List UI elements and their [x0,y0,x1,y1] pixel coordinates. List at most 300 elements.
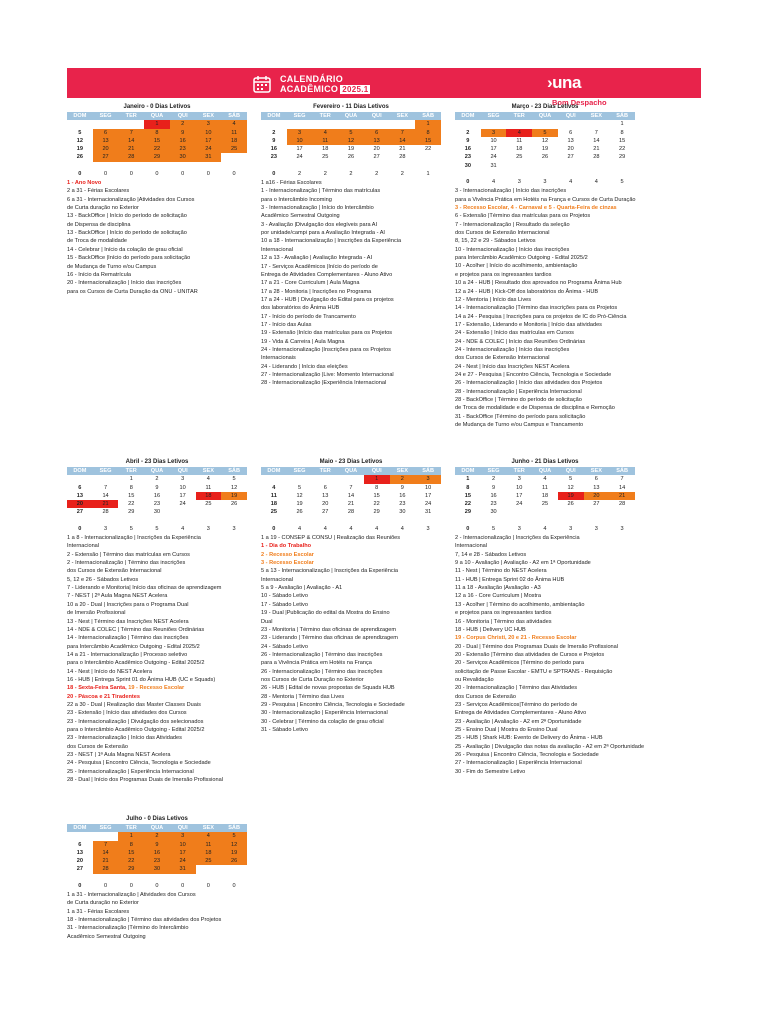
day-cell: 11 [196,841,222,849]
day-cell: 21 [118,145,144,153]
day-cell: 11 [270,492,277,499]
day-cell: 22 [128,501,135,508]
day-cell [506,120,532,128]
weekday-header: TER [118,467,144,475]
event-item: 24 - NDE & COLEC | Início das Reuniões Ordinárias [455,338,586,345]
weekday-total: 0 [78,882,82,889]
day-cell: 9 [491,484,496,491]
weekday-header: SÁB [221,467,247,475]
day-cell: 26 [221,857,247,865]
event-item: para o Intercâmbio Incoming [261,196,332,203]
event-item: 23 - NEST | 1ª Aula Magna NEST Acelera [67,752,171,759]
event-item: 3 - Avaliação |Divulgação dos elegíveis para AI [261,221,378,228]
event-item: 5 a 9 - Avaliação | Avaliação - A1 [261,585,343,592]
weekday-header: QUA [144,112,170,120]
day-cell: 12 [76,137,83,144]
day-cell: 23 [490,501,497,508]
month-block [67,815,247,941]
event-item: 6 - Extensão |Término das matrículas para os Projetos [455,213,591,220]
day-cell: 12 [296,492,303,499]
day-cell [67,475,93,483]
day-cell: 13 [76,492,83,499]
day-cell: 29 [464,509,471,516]
event-item: 10 - Sábado Letivo [261,593,308,600]
day-cell: 12 [541,137,549,144]
weekday-total: 3 [103,525,108,532]
event-item: 9 a 10 - Avaliação | Avaliação - A2 em 1ª Oportunidade [455,560,591,567]
day-cell: 17 [490,146,497,153]
event-item: 3 - Recesso Escolar [261,560,314,567]
event-item: 29 - Pesquisa | Encontro Ciência, Tecnologia e Sociedade [261,701,405,708]
day-cell: 30 [464,162,471,169]
weekday-header: QUI [170,824,196,832]
day-cell: 9 [155,484,159,491]
event-item: 5 a 13 - Internacionalização | Inscrições da Experiência [261,568,399,575]
day-cell: 19 [76,146,83,153]
event-item: 10 a 24 - HUB | Resultado dos aprovados no Programa Ânima Hub [455,280,622,287]
weekday-header: QUA [532,112,558,120]
event-item: 7 - Internacionalização | Resultado da seleção [455,221,570,228]
page-title: CALENDÁRIO ACADÊMICO 2025.1 [280,73,369,94]
event-item: 12 - Mentoria | Início das Lives [455,296,532,303]
weekday-total: 4 [323,525,327,532]
year-badge: 2025.1 [342,84,369,94]
event-item: de Curta duração no Exterior [67,205,139,212]
day-cell: 20 [93,145,119,153]
day-cell [312,120,338,128]
day-cell: 27 [322,509,329,516]
day-cell [170,508,196,516]
event-item: dos Cursos de Extensão [455,693,516,700]
event-item: 24 - Internacionalização | Início das inscrições [455,346,570,353]
day-cell: 6 [364,129,390,137]
day-cell: 14 [593,137,600,144]
day-cell: 5 [338,129,364,137]
day-cell: 2 [466,129,470,136]
day-cell: 23 [464,154,471,161]
event-item: 12 a 16 - Core Curriculum | Mostra [455,593,542,600]
event-item: dos Cursos de Extensão Internacional [455,355,550,362]
event-item: 7 - Liderando e Monitoria| Início das oficinas de aprendizagem [67,585,222,592]
event-item: 20 - Páscoa e 21 Tiradentes [67,693,140,700]
weekday-header: SEX [584,112,610,120]
event-item: 2 - Internacionalização | Término das inscrições [67,560,186,567]
day-cell: 10 [196,129,222,137]
event-item: Internacional [261,576,294,583]
day-cell: 14 [347,492,355,499]
weekday-header: QUI [364,112,390,120]
day-cell: 4 [206,476,210,483]
day-cell [532,120,558,128]
day-cell: 25 [322,154,329,161]
weekday-header: DOM [67,467,93,475]
weekday-header: QUI [558,467,584,475]
day-cell: 12 [338,137,364,145]
event-item: 20 - Serviços Acadêmicos |Término do período para [455,660,584,667]
day-cell: 1 [620,121,624,128]
day-cell: 15 [144,137,170,145]
day-cell: 30 [144,865,170,873]
weekday-header: QUI [558,112,584,120]
day-cell: 23 [399,501,406,508]
event-item: dos Cursos de Extensão Internacional [67,568,162,575]
event-item: 27 - Internacionalização | Experiência Internacional [455,760,582,767]
day-cell: 2 [491,476,496,483]
day-cell: 23 [170,145,196,153]
events-list [455,187,635,429]
day-cell: 25 [221,145,247,153]
weekday-total: 3 [517,179,521,186]
day-cell: 26 [296,509,303,516]
event-item: 5, 12 e 26 - Sábados Letivos [67,576,139,583]
event-item: 16 - Início da Rematrícula [67,271,132,278]
day-cell: 20 [76,858,83,865]
day-cell: 14 [118,137,144,145]
day-cell: 26 [347,154,355,161]
event-item: 17 a 21 - Core Curriculum | Aula Magna [261,280,360,287]
weekday-total: 0 [129,882,133,889]
day-cell [261,120,287,128]
day-cell: 14 [390,137,416,145]
day-cell [221,865,247,873]
weekday-total: 0 [232,170,236,177]
weekday-total: 4 [594,179,598,186]
event-item: 23 - Serviços Acadêmicos|Término do período de [455,701,578,708]
day-cell: 1 [466,476,470,483]
day-cell: 28 [593,154,600,161]
month-title: Maio - 23 Dias Letivos [319,459,383,465]
day-cell: 26 [230,501,238,508]
weekday-total: 3 [594,525,598,532]
event-item: 1 a 31 - Férias Escolares [67,908,130,915]
event-item: 13 - Acolher | Término do acolhimento, ambientação [455,601,585,608]
event-item: 23 - Avaliação | Avaliação - A2 em 2ª Oportunidade [455,718,582,725]
day-cell [609,162,635,170]
weekday-total: 0 [206,170,210,177]
day-cell: 24 [170,857,196,865]
weekday-header: SÁB [609,467,635,475]
weekday-header: QUA [338,467,364,475]
weekday-total: 0 [78,525,82,532]
calendar-icon [252,74,272,94]
day-cell: 21 [93,857,119,865]
day-cell: 5 [532,129,558,137]
day-cell: 26 [567,501,574,508]
day-cell: 3 [481,129,507,137]
day-cell: 22 [464,501,471,508]
event-item: ou Revalidação [455,676,494,683]
weekday-total: 2 [375,170,379,177]
event-item: dos Cursos de Extensão Internacional [455,230,550,237]
weekday-total: 4 [543,525,547,532]
weekday-header: SÁB [415,112,441,120]
weekday-header: QUA [144,467,170,475]
day-cell: 23 [144,857,170,865]
weekday-total: 5 [129,525,133,532]
day-cell: 5 [232,476,236,483]
event-item: 17 - Extensão, Liderando e Monitoria | Início das atividades [455,321,602,328]
event-item: 30 - Fim do Semestre Letivo [455,768,526,775]
event-item: 3 - Internacionalização | Início das inscrições [455,188,567,195]
weekday-header: SEG [481,467,507,475]
day-cell: 8 [118,841,144,849]
day-cell: 25 [516,154,523,161]
weekday-total: 5 [491,525,496,532]
event-item: 1 a 31 - Internacionalização | Atividades dos Cursos [67,892,196,899]
weekday-total: 3 [569,525,573,532]
event-item: 26 - Internacionalização | Início das atividades dos Projetos [455,380,603,387]
weekday-total: 0 [232,882,236,889]
event-item: 13 - Nest | Término das Inscrições NEST Acelera [67,618,189,625]
day-cell: 2 [390,475,416,483]
chevron-icon: › [547,73,553,92]
events-list [67,179,247,296]
event-item: 28 - Internacionalização |Experiência Internacional [261,380,387,387]
day-cell: 24 [296,154,303,161]
day-cell: 11 [205,484,212,491]
day-cell [196,508,222,516]
weekday-total: 1 [426,170,430,177]
day-cell: 22 [618,146,626,153]
day-cell: 12 [567,484,574,491]
event-item: Internacionais [261,355,296,362]
weekday-total: 0 [466,525,470,532]
day-cell: 15 [464,492,471,499]
day-cell: 22 [144,145,170,153]
day-cell: 24 [424,501,432,508]
weekday-total: 4 [297,525,302,532]
event-item: 25 - Ensino Dual | Mostra do Ensino Dual [455,726,558,733]
event-item: 14 a 21 - Internacionalização | Processo seletivo [67,651,188,658]
day-cell: 11 [516,137,523,144]
day-cell: 25 [541,501,549,508]
day-cell: 25 [270,509,277,516]
day-cell: 5 [78,129,82,136]
event-item: 18 - Internacionalização | Término das atividades dos Projetos [67,917,222,924]
weekday-header: DOM [455,112,481,120]
day-cell: 27 [93,153,119,161]
weekday-header: DOM [67,112,93,120]
day-cell [93,475,119,483]
event-item: 1 a16 - Férias Escolares [261,180,322,187]
event-item: 24 - Liderando | Início das eleições [261,363,348,370]
month-title: Março - 23 Dias Letivos [511,104,579,110]
day-cell: 15 [415,137,441,145]
day-cell: 31 [424,509,432,516]
day-cell: 27 [567,154,574,161]
day-cell: 21 [93,500,119,508]
event-item: 12 a 24 - HUB | Kick-Off dos laboratórios do Ânima - HUB [455,288,599,295]
event-item: 17 a 24 - HUB | Divulgação do Edital para os projetos [261,296,394,303]
event-item: 3 - Recesso Escolar, 4 - Carnaval e 5 - Quarta-Feira de cinzas [455,205,617,212]
day-cell: 16 [153,492,161,499]
day-cell [558,162,584,170]
day-cell: 4 [543,476,547,483]
day-cell [287,475,313,483]
day-cell [67,120,93,128]
day-cell: 30 [153,509,161,516]
weekday-total: 0 [78,170,82,177]
event-item: solicitação de Passe Escolar - EMTU e SPTRANS - Requisição [455,668,613,675]
day-cell: 29 [118,865,144,873]
event-item: 20 - Internacionalização | Início das inscrições [67,280,182,287]
day-cell [532,508,558,516]
day-cell: 6 [569,129,573,136]
event-item: 30 - Celebrar | Término da colação de grau oficial [261,718,384,725]
day-cell [93,120,119,128]
weekday-header: QUA [144,824,170,832]
day-cell: 3 [415,475,441,483]
event-item: 17 - Início das Aulas [261,321,312,328]
event-item: 28 - Internacionalização | Experiência Internacional [455,388,582,395]
event-item: 13 - BackOffice | Início do período de solicitação [67,230,187,237]
event-item: 7 - NEST | 2ª Aula Magna NEST Acelera [67,593,168,600]
day-cell: 11 [221,129,247,137]
day-cell: 3 [517,476,521,483]
day-cell: 16 [270,146,277,153]
day-cell: 18 [196,849,222,857]
weekday-total: 5 [620,179,624,186]
event-item: 25 - Avaliação | Divulgação das notas da avaliação - A2 em 2ª Oportunidade [455,743,645,750]
day-cell: 24 [490,154,497,161]
event-item: 19 - Dual |Publicação do edital da Mostra do Ensino [261,610,390,617]
weekday-total: 0 [181,170,185,177]
day-cell: 11 [312,137,338,145]
day-cell: 12 [230,484,238,491]
month-block [455,103,635,429]
event-item: 22 a 30 - Dual | Realização das Master Classes Duais [67,701,201,708]
day-cell: 5 [221,832,247,840]
day-cell: 23 [270,154,277,161]
weekday-header: SEX [196,112,222,120]
event-item: 14 - Internacionalização |Término das inscrições para os Projetos [455,305,618,312]
event-item: de Troca de modalidade e de Dispensa de disciplina e Remoção [455,405,615,412]
month-title: Abril - 23 Dias Letivos [125,459,189,465]
weekday-total: 0 [466,179,470,186]
day-cell [455,120,481,128]
day-cell: 27 [76,866,83,873]
day-cell: 25 [205,501,212,508]
day-cell: 7 [620,476,624,483]
weekday-total: 0 [206,882,210,889]
event-item: 24 - Sábado Letivo [261,643,308,650]
day-cell [532,162,558,170]
month-calendar [261,467,441,533]
day-cell: 2 [155,476,159,483]
day-cell: 13 [76,849,83,856]
day-cell: 13 [364,137,390,145]
event-item: 14 - Internacionalização | Término das inscrições [67,635,189,642]
day-cell: 1 [118,832,144,840]
event-item: 20 - Extensão |Término das atividades de Cursos e Projetos [455,651,605,658]
weekday-header: SEG [287,112,313,120]
event-item: 16 - Monitoria | Término das atividades [455,618,552,625]
day-cell [481,120,507,128]
event-item: 10 a 20 - Dual | Inscrições para o Programa Dual [67,601,189,608]
day-cell [287,120,313,128]
day-cell: 17 [516,492,523,499]
event-item: 2 a 31 - Férias Escolares [67,188,130,195]
event-item: dos laboratórios do Ânima HUB [261,305,340,312]
day-cell: 20 [373,146,380,153]
weekday-total: 4 [349,525,353,532]
weekday-header: TER [312,112,338,120]
weekday-header: SEG [481,112,507,120]
day-cell: 18 [541,492,549,499]
event-item: 27 - Internacionalização |Live: Momento Internacional [261,371,394,378]
event-item: 14 - NDE & COLEC | Término das Reuniões Ordinárias [67,626,205,633]
day-cell: 18 [322,146,329,153]
day-cell: 7 [118,129,144,137]
day-cell: 25 [196,857,222,865]
weekday-header: QUI [364,467,390,475]
day-cell: 18 [516,146,523,153]
day-cell: 16 [399,492,406,499]
day-cell: 8 [620,129,624,136]
event-item: 11 - Nest | Término do NEST Acelera [455,568,547,575]
day-cell: 17 [179,492,186,499]
event-item: de Imersão Profissional [67,610,126,617]
weekday-header: SEX [390,112,416,120]
weekday-total: 3 [543,179,547,186]
event-item: 24 - Extensão | Início das matrículas em Cursos [455,330,574,337]
event-item: para Intercâmbio Acadêmico Outgoing - Edital 2025/2 [67,643,200,650]
day-cell: 14 [93,849,119,857]
day-cell: 15 [373,492,380,499]
weekday-header: TER [312,467,338,475]
day-cell: 29 [373,509,380,516]
day-cell: 10 [516,484,523,491]
day-cell: 9 [466,137,470,144]
day-cell: 22 [424,146,432,153]
day-cell [506,162,532,170]
event-item: 24 e 27 - Pesquisa | Encontro Ciência, Tecnologia e Sociedade [455,371,612,378]
day-cell: 6 [78,484,82,491]
day-cell [415,153,441,161]
event-item: 11 a 18 - Avaliação |Avaliação - A3 [455,585,541,592]
event-item: 25 - Internacionalização | Experiência Internacional [67,768,194,775]
weekday-total: 0 [103,170,108,177]
month-calendar [67,112,247,178]
event-item: 1 - Dia do Trabalho [261,543,312,550]
day-cell: 17 [424,492,432,499]
weekday-header: SEG [287,467,313,475]
weekday-header: QUA [338,112,364,120]
weekday-total: 3 [206,525,210,532]
day-cell: 20 [584,492,610,500]
day-cell: 22 [373,501,380,508]
day-cell: 1 [129,476,133,483]
day-cell: 26 [76,154,83,161]
event-item: 24 - Pesquisa | Encontro Ciência, Tecnologia e Sociedade [67,760,211,767]
event-item: de Curta duração no Exterior [67,900,139,907]
day-cell: 7 [103,484,108,491]
day-cell: 24 [179,501,186,508]
event-item: para a Vivência Prática em Hotéis na França e Cursos de Curta Duração [455,196,636,203]
day-cell: 4 [196,832,222,840]
weekday-total: 2 [323,170,327,177]
event-item: 23 - Liderando | Término das oficinas de aprendizagem [261,635,398,642]
event-item: 10 - Internacionalização | Início das inscrições [455,246,570,253]
weekday-header: QUI [170,112,196,120]
event-item: para Intercâmbio Acadêmico Outgoing - Edital 2025/2 [455,255,588,262]
day-cell: 31 [196,153,222,161]
event-item: 14 - Nest | Início do NEST Acelera [67,668,152,675]
weekday-header: TER [506,467,532,475]
weekday-total: 0 [129,170,133,177]
weekday-header: DOM [455,467,481,475]
event-item: 1 a 19 - CONSEP & CONSU | Realização das Reuniões [261,535,401,542]
